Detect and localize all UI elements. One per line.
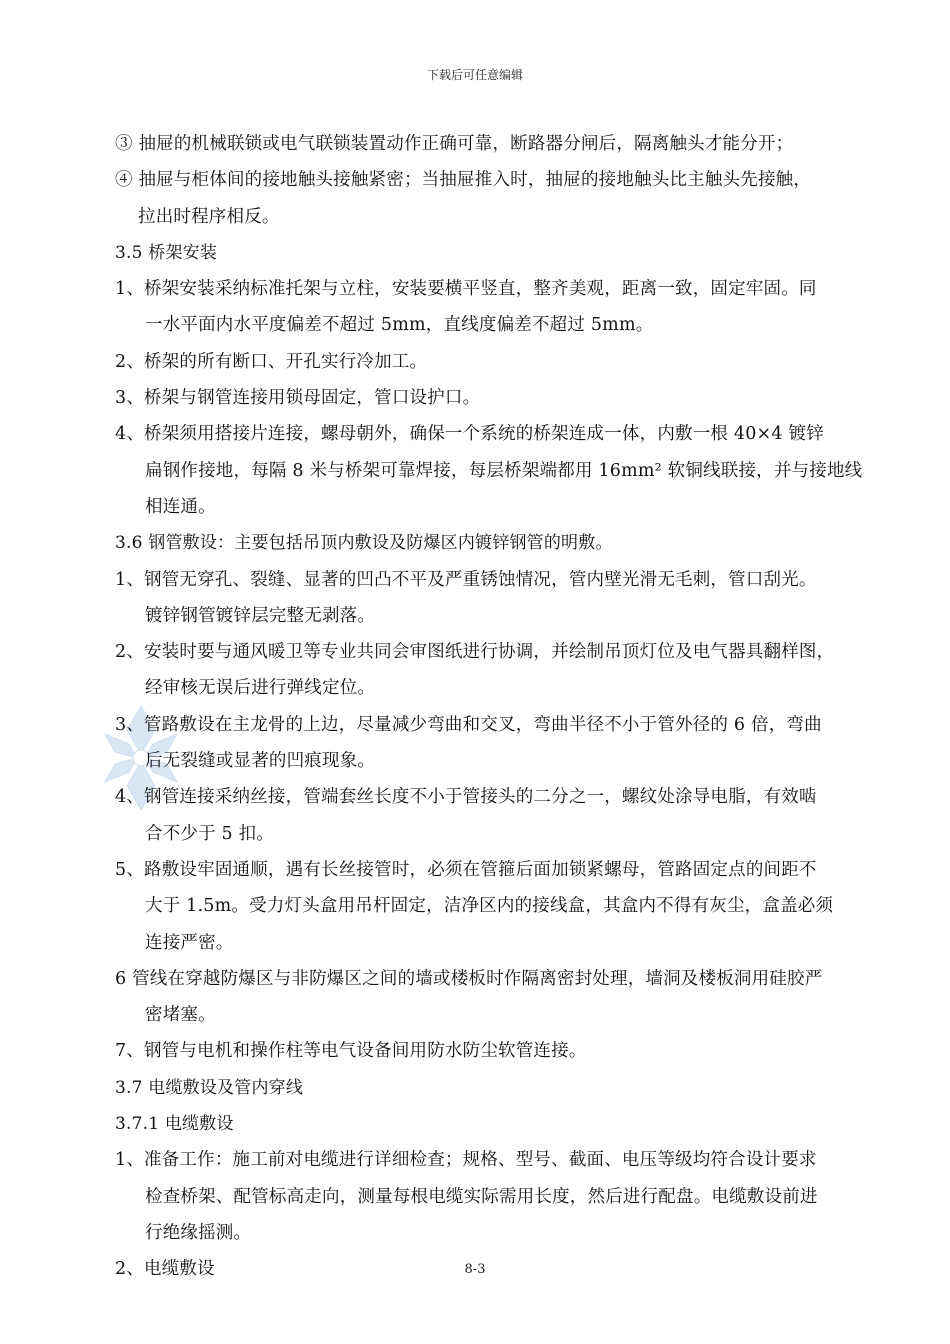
- text-line: ③ 抽屉的机械联锁或电气联锁装置动作正确可靠，断路器分闸后，隔离触头才能分开；: [115, 134, 794, 154]
- text-line: 行绝缘摇测。: [145, 1222, 252, 1243]
- text-line: 相连通。: [145, 496, 216, 517]
- text-line: 检查桥架、配管标高走向，测量每根电缆实际需用长度，然后进行配盘。电缆敷设前进: [145, 1186, 818, 1207]
- page-number: 8-3: [464, 1262, 486, 1277]
- text-line: 2、电缆敷设: [115, 1259, 215, 1280]
- text-line: 4、桥架须用搭接片连接，螺母朝外，确保一个系统的桥架连成一体，内敷一根 40×4 镀锌: [115, 424, 824, 445]
- text-line: 扁钢作接地，每隔 8 米与桥架可靠焊接，每层桥架端都用 16mm² 软铜线联接，并与接地线: [145, 460, 863, 481]
- text-line: 3、桥架与钢管连接用锁母固定，管口设护口。: [115, 388, 481, 409]
- text-line: 1、桥架安装采纳标准托架与立柱，安装要横平竖直，整齐美观，距离一致，固定牢固。同: [115, 279, 817, 300]
- text-line: 1、钢管无穿孔、裂缝、显著的凹凸不平及严重锈蚀情况，管内壁光滑无毛刺，管口刮光。: [115, 569, 817, 590]
- text-line: ④ 抽屉与柜体间的接地触头接触紧密；当抽屉推入时，抽屉的接地触头比主触头先接触，: [115, 170, 812, 191]
- text-line: 4、钢管连接采纳丝接，管端套丝长度不小于管接头的二分之一，螺纹处涂导电脂，有效啮: [115, 787, 817, 808]
- text-line: 2、桥架的所有断口、开孔实行冷加工。: [115, 351, 428, 372]
- section-heading: 3.7 电缆敷设及管内穿线: [115, 1077, 304, 1098]
- text-line: 经审核无误后进行弹线定位。: [145, 678, 376, 699]
- section-heading: 3.7.1 电缆敷设: [115, 1114, 234, 1135]
- text-line: 镀锌钢管镀锌层完整无剥落。: [145, 605, 376, 626]
- text-line: 5、路敷设牢固通顺，遇有长丝接管时，必须在管箍后面加锁紧螺母，管路固定点的间距不: [115, 859, 817, 880]
- page-header: 下载后可任意编辑: [426, 68, 523, 82]
- document-body: [115, 126, 895, 1288]
- text-line: 合不少于 5 扣。: [145, 823, 275, 844]
- text-line: 连接严密。: [145, 932, 234, 953]
- text-line: 大于 1.5m。受力灯头盒用吊杆固定，洁净区内的接线盒，其盒内不得有灰尘，盒盖必须: [145, 896, 834, 917]
- text-line: 2、安装时要与通风暖卫等专业共同会审图纸进行协调，并绘制吊顶灯位及电气器具翻样图，: [115, 642, 835, 663]
- text-line: 一水平面内水平度偏差不超过 5mm，直线度偏差不超过 5mm。: [145, 315, 654, 336]
- section-heading: 3.5 桥架安装: [115, 242, 218, 263]
- text-line: 后无裂缝或显著的凹痕现象。: [145, 751, 376, 772]
- text-line: 密堵塞。: [145, 1005, 216, 1026]
- text-line: 7、钢管与电机和操作柱等电气设备间用防水防尘软管连接。: [115, 1041, 587, 1062]
- text-line: 3、管路敷设在主龙骨的上边，尽量减少弯曲和交叉，弯曲半径不小于管外径的 6 倍，弯曲: [115, 714, 822, 735]
- section-heading: 3.6 钢管敷设：主要包括吊顶内敷设及防爆区内镀锌钢管的明敷。: [115, 533, 613, 554]
- text-line: 拉出时程序相反。: [138, 206, 280, 227]
- text-line: 1、准备工作：施工前对电缆进行详细检查；规格、型号、截面、电压等级均符合设计要求: [115, 1150, 817, 1171]
- text-line: 6 管线在穿越防爆区与非防爆区之间的墙或楼板时作隔离密封处理，墙洞及楼板洞用硅胶严: [115, 968, 823, 989]
